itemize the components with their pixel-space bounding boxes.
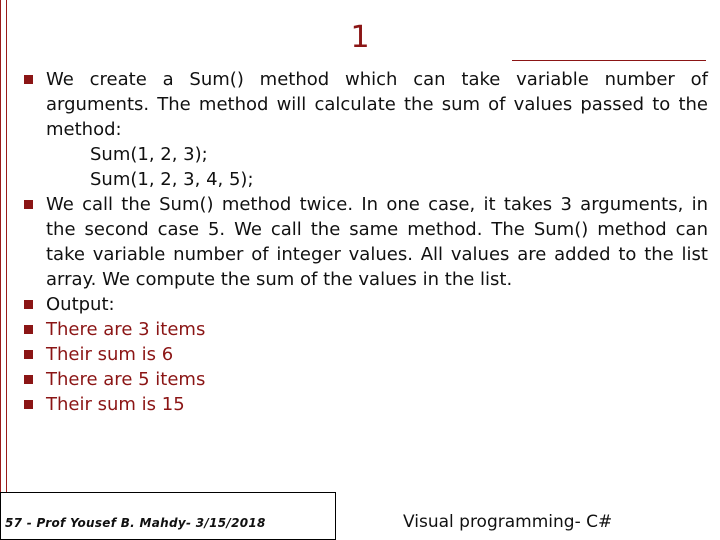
bullet-text: Their sum is 6 [46,344,174,365]
bullet-text: There are 5 items [46,369,206,390]
slide-content [22,67,708,417]
square-bullet-icon [24,300,33,309]
square-bullet-icon [24,400,33,409]
square-bullet-icon [24,200,33,209]
bullet-item-intro [22,67,708,192]
footer-author-box [0,492,336,540]
square-bullet-icon [24,375,33,384]
bullet-item-output-line [22,317,708,342]
square-bullet-icon [24,350,33,359]
square-bullet-icon [24,325,33,334]
bullet-text: Output: [46,294,115,315]
bullet-item-output-label [22,292,708,317]
footer-author-text: 57 - Prof Yousef B. Mahdy- 3/15/2018 [5,516,266,530]
bullet-item-output-line [22,367,708,392]
bullet-item-output-line [22,342,708,367]
slide-footer [0,492,720,540]
bullet-text: There are 3 items [46,319,206,340]
footer-course-text: Visual programming- C# [403,512,613,532]
bullet-item-output-line [22,392,708,417]
left-accent-bar [0,0,7,492]
bullet-text: We call the Sum() method twice. In one case, it takes 3 arguments, in the second case 5. We call the same method. The Sum() method can take variable number of integer values. All values are added to the list array. We compute the sum of the values in the list. [46,194,708,290]
code-line: Sum(1, 2, 3); [90,144,208,165]
square-bullet-icon [24,75,33,84]
bullet-text: We create a Sum() method which can take variable number of arguments. The method will calculate the sum of values passed to the method: [46,69,708,140]
title-underline [512,60,706,61]
bullet-text: Their sum is 15 [46,394,185,415]
bullet-item-explanation [22,192,708,292]
slide-title: 1 [350,20,370,55]
code-line: Sum(1, 2, 3, 4, 5); [90,169,254,190]
